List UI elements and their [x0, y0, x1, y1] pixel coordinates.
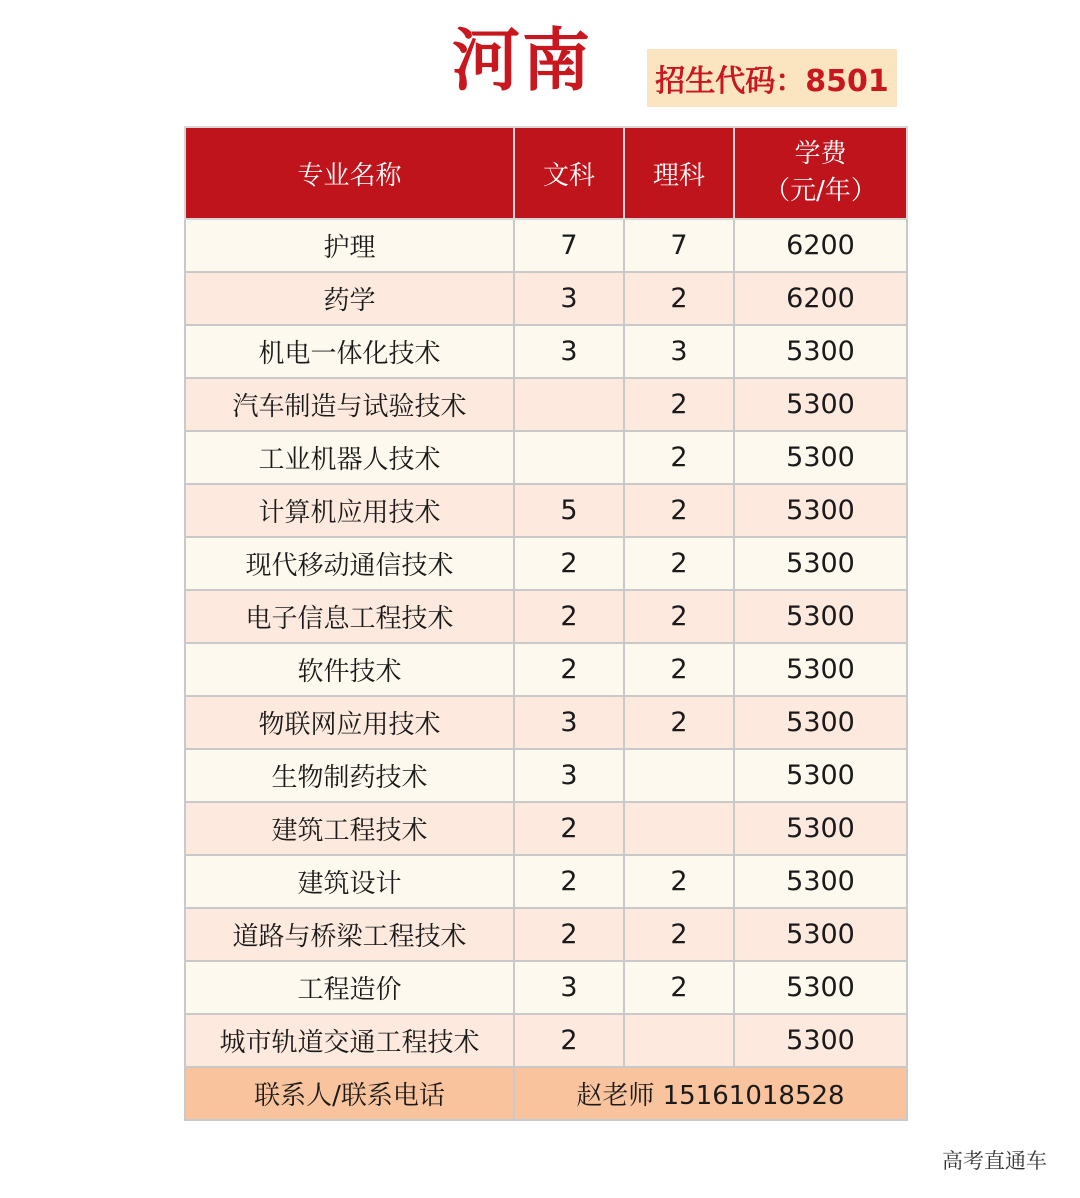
cell-tuition: 5300 [734, 643, 907, 696]
table-row [185, 378, 907, 431]
cell-tuition: 6200 [734, 219, 907, 272]
cell-arts: 2 [514, 1014, 624, 1067]
table-row [185, 961, 907, 1014]
cell-tuition: 5300 [734, 855, 907, 908]
cell-major: 药学 [185, 272, 514, 325]
cell-arts: 2 [514, 802, 624, 855]
cell-science: 2 [624, 643, 734, 696]
table-row [185, 590, 907, 643]
table-row [185, 696, 907, 749]
cell-science [624, 1014, 734, 1067]
table-row [185, 643, 907, 696]
cell-tuition: 5300 [734, 378, 907, 431]
contact-label: 联系人/联系电话 [185, 1067, 514, 1120]
cell-arts: 5 [514, 484, 624, 537]
column-header-science: 理科 [624, 127, 734, 219]
cell-major: 汽车制造与试验技术 [185, 378, 514, 431]
table-footer [185, 1067, 907, 1120]
table-row [185, 431, 907, 484]
cell-tuition: 5300 [734, 961, 907, 1014]
cell-science [624, 749, 734, 802]
column-header-tuition-line2: （元/年） [764, 176, 877, 206]
cell-arts: 2 [514, 643, 624, 696]
table-row [185, 855, 907, 908]
table-row [185, 537, 907, 590]
cell-science: 2 [624, 484, 734, 537]
column-header-major: 专业名称 [185, 127, 514, 219]
contact-value: 赵老师 15161018528 [514, 1067, 907, 1120]
cell-science: 2 [624, 855, 734, 908]
cell-major: 护理 [185, 219, 514, 272]
cell-major: 工业机器人技术 [185, 431, 514, 484]
cell-science: 2 [624, 272, 734, 325]
cell-tuition: 5300 [734, 590, 907, 643]
table-row [185, 749, 907, 802]
table-header [185, 127, 907, 219]
cell-major: 城市轨道交通工程技术 [185, 1014, 514, 1067]
cell-major: 电子信息工程技术 [185, 590, 514, 643]
table-body [185, 219, 907, 1067]
cell-tuition: 5300 [734, 908, 907, 961]
cell-tuition: 5300 [734, 749, 907, 802]
table-row [185, 802, 907, 855]
table-row [185, 272, 907, 325]
cell-science [624, 802, 734, 855]
cell-science: 3 [624, 325, 734, 378]
enrollment-table [184, 126, 908, 1121]
enrollment-code-badge: 招生代码：8501 [647, 49, 897, 107]
cell-arts: 3 [514, 325, 624, 378]
cell-tuition: 5300 [734, 696, 907, 749]
cell-science: 2 [624, 537, 734, 590]
cell-major: 道路与桥梁工程技术 [185, 908, 514, 961]
cell-science: 2 [624, 431, 734, 484]
cell-arts: 2 [514, 908, 624, 961]
cell-arts [514, 378, 624, 431]
cell-arts [514, 431, 624, 484]
table-row [185, 908, 907, 961]
cell-tuition: 5300 [734, 325, 907, 378]
cell-major: 工程造价 [185, 961, 514, 1014]
cell-tuition: 5300 [734, 484, 907, 537]
cell-major: 机电一体化技术 [185, 325, 514, 378]
table-row [185, 219, 907, 272]
cell-tuition: 5300 [734, 431, 907, 484]
cell-science: 7 [624, 219, 734, 272]
cell-arts: 3 [514, 696, 624, 749]
cell-major: 建筑设计 [185, 855, 514, 908]
column-header-arts: 文科 [514, 127, 624, 219]
enrollment-table-container [184, 126, 906, 1121]
cell-arts: 3 [514, 749, 624, 802]
cell-tuition: 5300 [734, 537, 907, 590]
cell-science: 2 [624, 590, 734, 643]
cell-arts: 3 [514, 961, 624, 1014]
cell-science: 2 [624, 908, 734, 961]
cell-science: 2 [624, 696, 734, 749]
cell-science: 2 [624, 961, 734, 1014]
cell-major: 生物制药技术 [185, 749, 514, 802]
cell-major: 计算机应用技术 [185, 484, 514, 537]
cell-major: 建筑工程技术 [185, 802, 514, 855]
cell-tuition: 6200 [734, 272, 907, 325]
column-header-tuition-line1: 学费 [794, 139, 847, 169]
watermark-text: 高考直通车 [942, 1149, 1047, 1173]
cell-arts: 2 [514, 537, 624, 590]
cell-arts: 2 [514, 590, 624, 643]
cell-arts: 3 [514, 272, 624, 325]
cell-science: 2 [624, 378, 734, 431]
cell-arts: 7 [514, 219, 624, 272]
page-title: 河南 [452, 22, 593, 101]
table-row [185, 484, 907, 537]
cell-tuition: 5300 [734, 802, 907, 855]
cell-tuition: 5300 [734, 1014, 907, 1067]
table-row [185, 325, 907, 378]
cell-major: 软件技术 [185, 643, 514, 696]
cell-arts: 2 [514, 855, 624, 908]
cell-major: 物联网应用技术 [185, 696, 514, 749]
cell-major: 现代移动通信技术 [185, 537, 514, 590]
column-header-tuition [734, 127, 907, 219]
table-row [185, 1014, 907, 1067]
